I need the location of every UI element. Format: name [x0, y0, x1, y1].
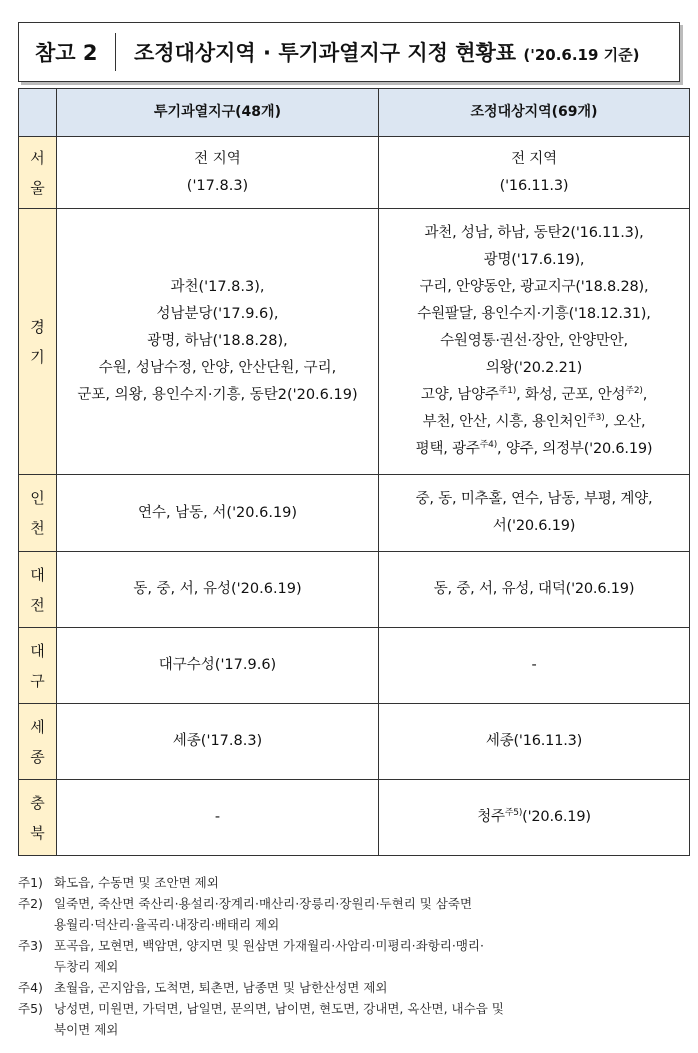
- footnote-marker: 주3): [587, 413, 605, 424]
- footnote-text: 용월리·덕산리·율곡리·내장리·배태리 제외: [54, 917, 280, 932]
- cell-line: 전 지역: [194, 150, 241, 167]
- footnote-label: 주5): [18, 1001, 43, 1016]
- cell-line: 과천('17.8.3),: [170, 279, 265, 295]
- footnote-label: 주3): [18, 938, 43, 953]
- cell-line: 광명('17.6.19),: [483, 252, 585, 268]
- footnote-label: 주2): [18, 896, 43, 911]
- footnote-marker: 주1): [498, 386, 517, 397]
- region-chungbuk: 충 북: [19, 780, 57, 856]
- table-row: [19, 704, 690, 780]
- footnote-marker: 주5): [504, 808, 523, 819]
- speculation-cell: [57, 704, 379, 780]
- footnote-text: 두창리 제외: [54, 959, 119, 974]
- footnote-marker: 주4): [479, 440, 498, 451]
- footnote-text: 일죽면, 죽산면 죽산리·용설리·장계리·매산리·장릉리·장원리·두현리 및 삼죽면: [54, 896, 473, 911]
- header-corner: [19, 89, 57, 137]
- footnote-label: 주1): [18, 875, 43, 890]
- cell-line: 대구수성('17.9.6): [158, 657, 277, 673]
- cell-line: 세종('17.8.3): [172, 733, 263, 749]
- region-daegu: 대 구: [19, 628, 57, 704]
- table-row: [19, 628, 690, 704]
- page-title: [116, 37, 640, 67]
- title-date: ('20.6.19 기준): [523, 46, 640, 64]
- region-daejeon: 대 전: [19, 552, 57, 628]
- cell-line: ('16.11.3): [499, 177, 569, 194]
- cell-line: 광명, 하남('18.8.28),: [147, 333, 288, 349]
- footnote-text: 포곡읍, 모현면, 백암면, 양지면 및 원삼면 가재월리·사암리·미평리·좌항리·맹리·: [54, 938, 484, 953]
- region-gyeonggi: 경 기: [19, 209, 57, 475]
- region-seoul: 서 울: [19, 137, 57, 209]
- table-row: [19, 209, 690, 475]
- title-text: 조정대상지역 · 투기과열지구 지정 현황표: [134, 41, 517, 65]
- footnote-marker: 주2): [625, 386, 643, 397]
- speculation-cell: [57, 137, 379, 209]
- cell-line: 전 지역: [511, 150, 557, 167]
- cell-line: 수원, 성남수정, 안양, 안산단원, 구리,: [98, 360, 337, 376]
- header-speculation-zone: 투기과열지구(48개): [57, 89, 379, 137]
- cell-line: 연수, 남동, 서('20.6.19): [137, 504, 298, 521]
- adjustment-cell: [379, 552, 690, 628]
- title-label: 참고 2: [35, 41, 98, 65]
- title-box: [18, 22, 680, 82]
- header-adjustment-zone: 조정대상지역(69개): [379, 89, 690, 137]
- footnote-label: [18, 1019, 54, 1040]
- cell-line: 의왕('20.2.21): [485, 360, 583, 376]
- cell-line: 구리, 안양동안, 광교지구('18.8.28),: [419, 279, 649, 295]
- adjustment-cell: [379, 780, 690, 856]
- adjustment-cell: [379, 137, 690, 209]
- speculation-cell: [57, 628, 379, 704]
- footnote-item: [18, 893, 688, 914]
- speculation-cell: [57, 209, 379, 475]
- cell-line: 수원영통·권선·장안, 안양만안,: [440, 333, 628, 349]
- cell-line: 고양, 남양주$^{주1)}$, 화성, 군포, 안성$^{주2)}$,: [420, 386, 648, 403]
- footnotes: [18, 872, 688, 1040]
- cell-line: 서('20.6.19): [492, 518, 576, 534]
- table-row: [19, 137, 690, 209]
- footnote-item: [18, 956, 688, 977]
- designation-table: [18, 88, 690, 856]
- cell-line: 평택, 광주$^{주4)}$, 양주, 의정부('20.6.19): [415, 440, 653, 457]
- footnote-item: [18, 998, 688, 1019]
- footnote-text: 낭성면, 미원면, 가덕면, 남일면, 문의면, 남이면, 현도면, 강내면, 옥산면, 내수읍 및: [54, 1001, 504, 1016]
- cell-line: 동, 중, 서, 유성, 대덕('20.6.19): [433, 581, 635, 597]
- cell-line: 군포, 의왕, 용인수지·기흥, 동탄2('20.6.19): [77, 387, 358, 403]
- footnote-item: [18, 977, 688, 998]
- adjustment-cell: [379, 475, 690, 552]
- footnote-text: 화도읍, 수동면 및 조안면 제외: [54, 875, 219, 890]
- footnote-label: [18, 956, 54, 977]
- footnote-text: 초월읍, 곤지암읍, 도척면, 퇴촌면, 남종면 및 남한산성면 제외: [54, 980, 388, 995]
- speculation-cell: [57, 780, 379, 856]
- footnote-item: [18, 1019, 688, 1040]
- footnote-item: [18, 914, 688, 935]
- speculation-cell: [57, 552, 379, 628]
- footnote-text: 북이면 제외: [54, 1022, 119, 1037]
- table-row: [19, 475, 690, 552]
- cell-line: 수원팔달, 용인수지·기흥('18.12.31),: [417, 306, 651, 322]
- cell-line: 성남분당('17.9.6),: [156, 306, 279, 322]
- region-sejong: 세 종: [19, 704, 57, 780]
- footnote-label: [18, 914, 54, 935]
- cell-line: 청주$^{주5)}$('20.6.19): [477, 808, 591, 825]
- cell-line: 과천, 성남, 하남, 동탄2('16.11.3),: [424, 225, 644, 241]
- table-row: [19, 552, 690, 628]
- cell-line: 부천, 안산, 시흥, 용인처인$^{주3)}$, 오산,: [422, 413, 646, 430]
- footnote-item: [18, 872, 688, 893]
- speculation-cell: [57, 475, 379, 552]
- cell-line: 동, 중, 서, 유성('20.6.19): [133, 581, 302, 597]
- cell-line: 세종('16.11.3): [485, 733, 583, 749]
- table-header-row: [19, 89, 690, 137]
- adjustment-cell: [379, 209, 690, 475]
- region-incheon: 인 천: [19, 475, 57, 552]
- cell-line: -: [214, 809, 221, 825]
- adjustment-cell: [379, 704, 690, 780]
- footnote-item: [18, 935, 688, 956]
- cell-line: ('17.8.3): [186, 177, 249, 194]
- table-row: [19, 780, 690, 856]
- cell-line: 중, 동, 미추홀, 연수, 남동, 부평, 계양,: [415, 491, 653, 507]
- cell-line: -: [531, 657, 537, 673]
- adjustment-cell: [379, 628, 690, 704]
- footnote-label: 주4): [18, 980, 43, 995]
